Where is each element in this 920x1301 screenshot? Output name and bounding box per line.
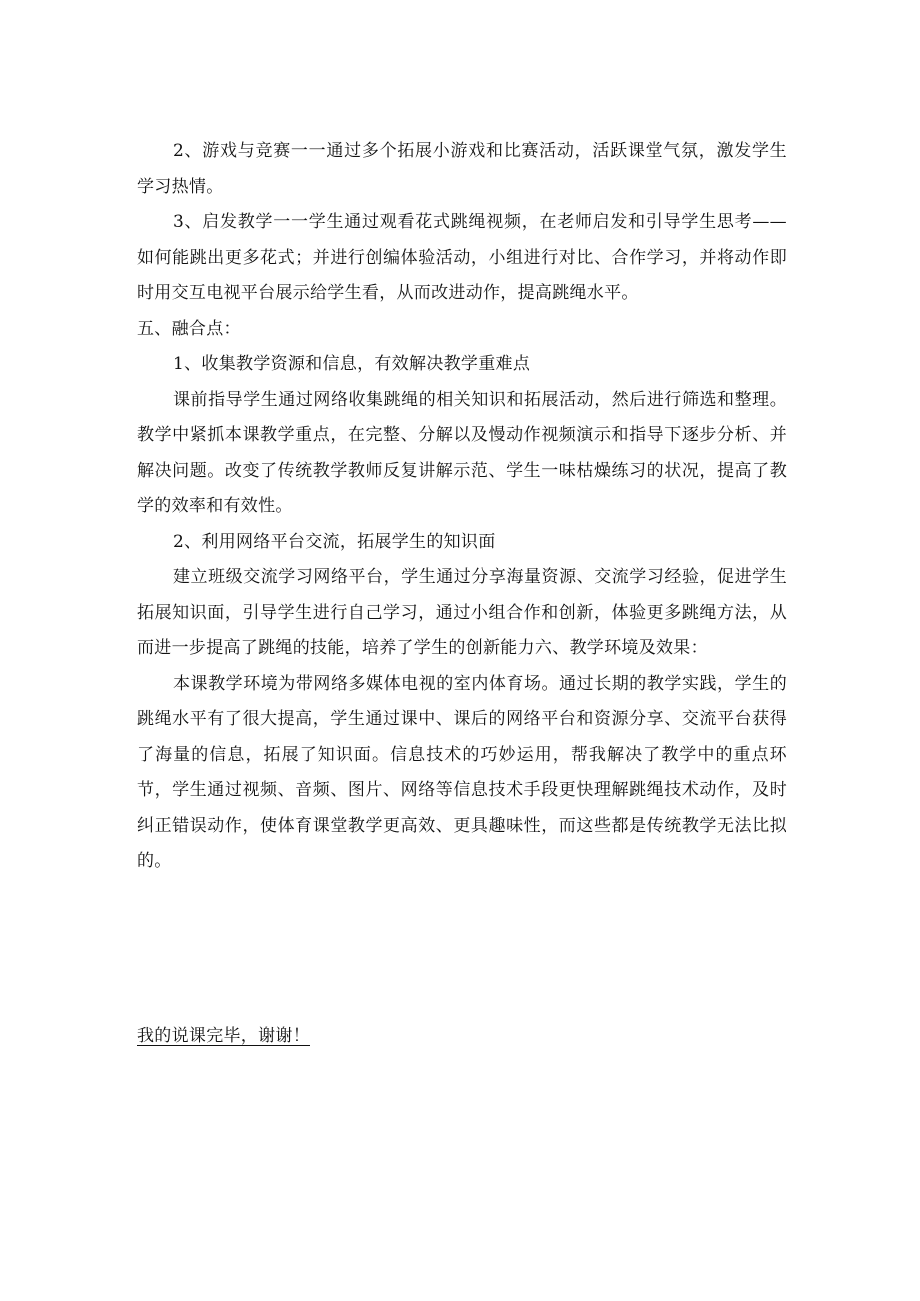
paragraph-teaching-environment: 本课教学环境为带网络多媒体电视的室内体育场。通过长期的教学实践，学生的跳绳水平有了很大提高，学生通过课中、课后的网络平台和资源分享、交流平台获得了海量的信息，拓展了知识面。信息技术的巧妙运用，帮我解决了教学中的重点环节，学生通过视频、音频、图片、网络等信息技术手段更快理解跳绳技术动作，及时纠正错误动作，使体育课堂教学更高效、更具趣味性，而这些都是传统教学无法比拟的。 (137, 673, 787, 871)
paragraph-network-platform: 建立班级交流学习网络平台，学生通过分享海量资源、交流学习经验，促进学生拓展知识面，引导学生进行自己学习，通过小组合作和创新，体验更多跳绳方法，从而进一步提高了跳绳的技能，培养了学生的创新能力六、教学环境及效果： (137, 567, 787, 658)
document-body (137, 134, 787, 880)
sign-off-text: 我的说课完毕，谢谢！ (137, 1026, 310, 1046)
subheading-collect-resources: 1、收集教学资源和信息，有效解决教学重难点 (173, 354, 531, 374)
paragraph-inspired-teaching: 3、启发教学一一学生通过观看花式跳绳视频，在老师启发和引导学生思考——如何能跳出更多花式；并进行创编体验活动，小组进行对比、合作学习，并将动作即时用交互电视平台展示给学生看，从而改进动作，提高跳绳水平。 (137, 212, 787, 303)
paragraph-collect-resources: 课前指导学生通过网络收集跳绳的相关知识和拓展活动，然后进行筛选和整理。教学中紧抓本课教学重点，在完整、分解以及慢动作视频演示和指导下逐步分析、并解决问题。改变了传统教学教师反复讲解示范、学生一味枯燥练习的状况，提高了教学的效率和有效性。 (137, 389, 787, 516)
subheading-network-platform: 2、利用网络平台交流，拓展学生的知识面 (173, 531, 496, 552)
paragraph-games-competition: 2、游戏与竞赛一一通过多个拓展小游戏和比赛活动，活跃课堂气氛，激发学生学习热情。 (137, 141, 787, 197)
section-heading-integration: 五、融合点： (137, 318, 241, 339)
